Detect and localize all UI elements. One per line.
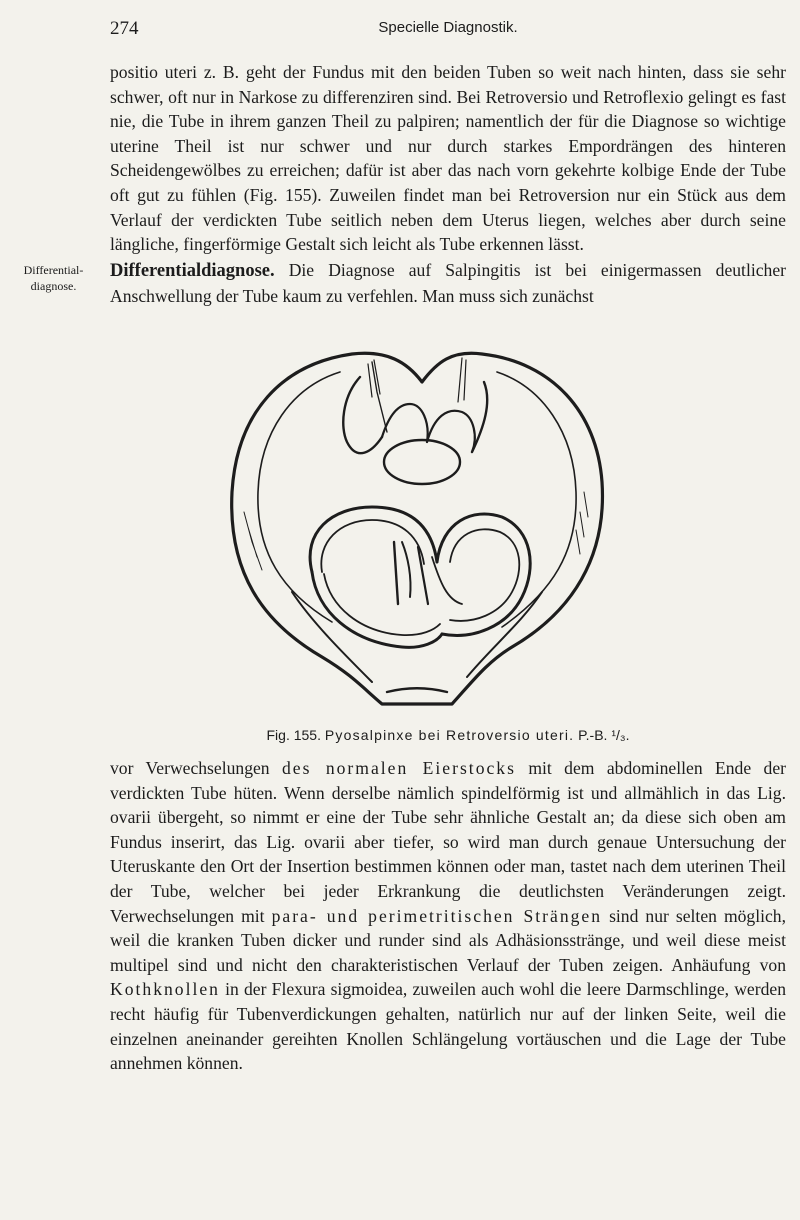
paragraph-2-text: Die Diagnose auf Salpingitis ist bei einigermassen deutlicher Anschwellung der Tube kaum zu verfehlen. Man muss sich zunächst [110,260,786,306]
emphasis-kothknollen: Kothknollen [110,979,220,1000]
figure-illustration [222,342,612,722]
paragraph-3-part-4: in der Flexura sigmoidea, zuweilen auch wohl die leere Darmschlinge, werden recht häufig für Tubenverdickungen gehalten, natürlich nur auf der linken Seite, weil die einzelnen aneinander gereihten Knollen Schlängelung vortäuschen und die Lage der Tube annehmen können. [110,979,786,1074]
paragraph-3-part-3: sind nur selten möglich, weil die kranken Tuben dicker und runder sind als Adhäsionsstränge, und weil diese meist multipel sind und nicht den charakteristischen Verlauf der Tuben zeigen. Anhäufung von [110,905,787,975]
caption-title: Pyosalpinxe bei Retroversio uteri. [324,727,575,743]
page-header [110,18,786,44]
emphasis-normal-ovary: des normalen Eierstocks [282,758,516,778]
emphasis-strands: para- und perimetritischen Strängen [271,905,603,926]
figure-caption [110,727,786,743]
running-title: Specielle Diagnostik. [378,19,518,36]
paragraph-3-part-2: mit dem abdominellen Ende der verdickten Tube hüten. Wenn derselbe nämlich spindelförmig ist und allmählich in das Lig. ovarii übergeht, so nimmt er eine der Tube sehr ähnliche Gestalt an; da diese sich oben am Fundus inserirt, das Lig. ovarii aber tiefer, so wird man durch genaue Untersuchung der Uteruskante den Ort der Insertion bestimmen können oder man, tastet nach dem uterinen Theil der Tube, welcher bei jeder Erkrankung die deutlichsten Veränderungen zeigt. Verwechselungen mit [110,758,787,926]
caption-suffix: P.-B. ¹/₃. [578,727,630,743]
pelvis-drawing [222,342,612,722]
margin-note-text: Differential- diagnose. [23,263,84,293]
section-heading: Differentialdiagnose. [110,261,275,281]
paragraph-3 [110,756,786,1076]
paragraph-3-part-1: vor Verwechselungen [110,758,282,778]
paragraph-2 [110,258,786,308]
margin-note [6,262,101,294]
page-number: 274 [110,18,139,39]
paragraph-1: positio uteri z. B. geht der Fundus mit den beiden Tuben so weit nach hinten, dass sie sehr schwer, oft nur in Narkose zu differenziren sind. Bei Retroversio und Retroflexio gelingt es fast nie, die Tube in ihrem ganzen Theil zu palpiren; namentlich der für die Diagnose so wichtige uterine Theil ist nur schwer und nur durch starkes Empordrängen des hinteren Scheidengewölbes zu erreichen; dafür ist aber das nach vorn gekehrte kolbige Ende der Tube oft gut zu fühlen (Fig. 155). Zuweilen findet man bei Retroversion nur ein Stück aus dem Verlauf der verdickten Tube seitlich neben dem Uterus liegen, welches aber durch seine längliche, fingerförmige Gestalt sich leicht als Tube erkennen lässt. [110,62,786,255]
caption-prefix: Fig. 155. [266,727,321,743]
